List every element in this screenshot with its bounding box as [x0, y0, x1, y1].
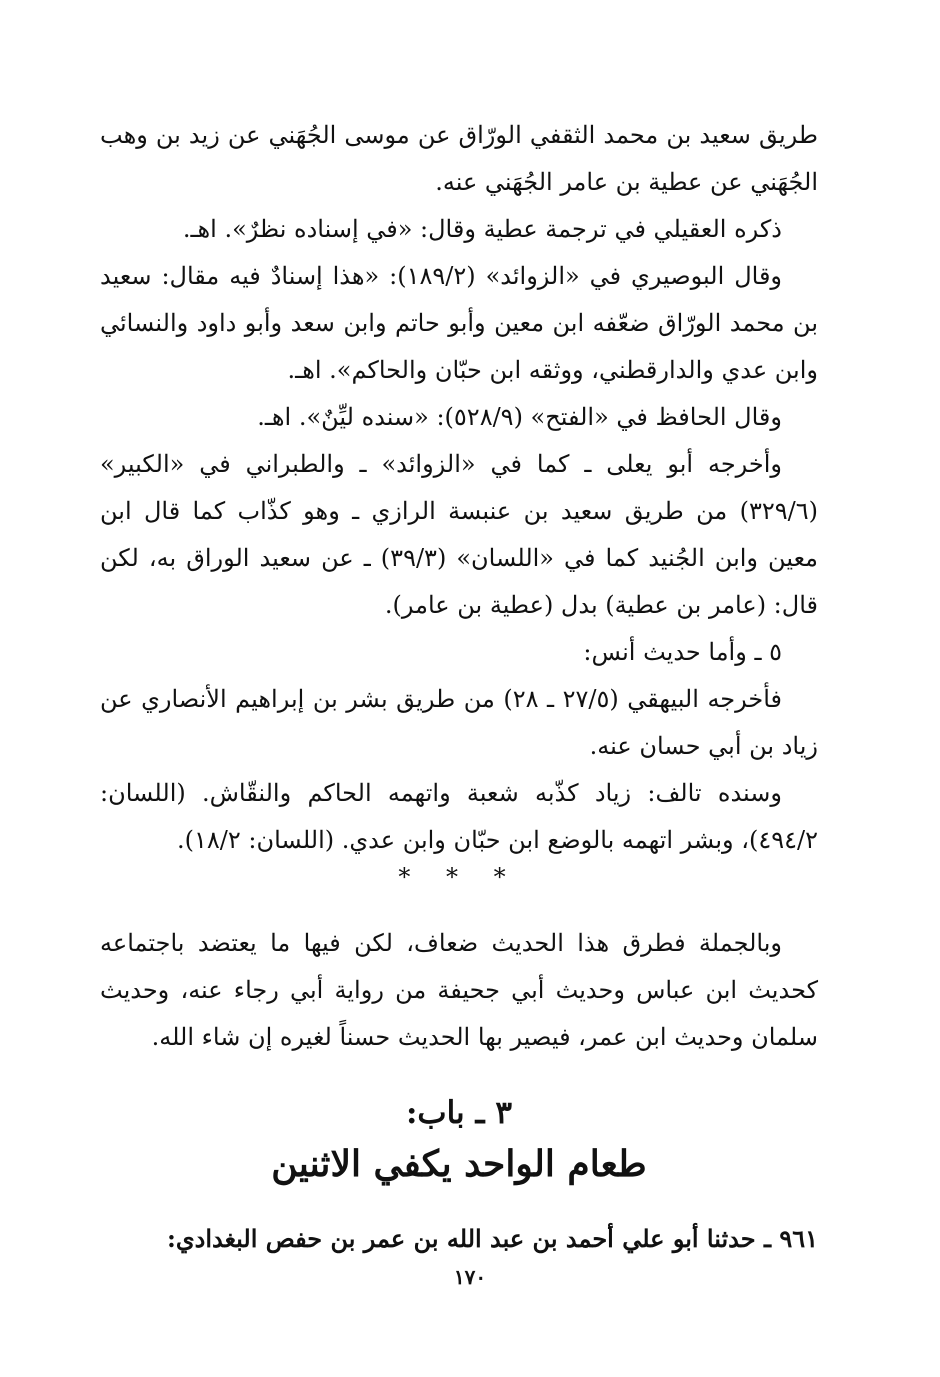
hadith-intro: ٩٦١ ـ حدثنا أبو علي أحمد بن عبد الله بن عمر بن حفص البغدادي:	[167, 1224, 818, 1253]
paragraph-conclusion: وبالجملة فطرق هذا الحديث ضعاف، لكن فيها ما يعتضد باجتماعه كحديث ابن عباس وحديث أبي جحيفة من رواية أبي رجاء عنه، وحديث سلمان وحديث ابن عمر، فيصير بها الحديث حسناً لغيره إن شاء الله.	[100, 929, 818, 1051]
page-number: ١٧٠	[453, 1265, 487, 1289]
section-separator: * * *	[398, 863, 520, 891]
paragraph-anas-heading: ٥ ـ وأما حديث أنس:	[583, 638, 782, 666]
paragraph-abu-yala: وأخرجه أبو يعلى ـ كما في «الزوائد» ـ والطبراني في «الكبير» (٣٢٩/٦) من طريق سعيد بن عنبسة الرازي ـ وهو كذّاب كما قال ابن معين وابن الجُنيد كما في «اللسان» (٣٩/٣) ـ عن سعيد الوراق به، لكن قال: (عامر بن عطية) بدل (عطية بن عامر).	[100, 450, 819, 619]
page-body	[100, 112, 818, 1262]
paragraph-hafiz: وقال الحافظ في «الفتح» (٥٢٨/٩): «سنده ليِّنٌ». اهـ.	[257, 403, 782, 431]
paragraph-uqayli: ذكره العقيلي في ترجمة عطية وقال: «في إسناده نظرٌ». اهـ.	[182, 215, 782, 243]
paragraph-sanad-talif: وسنده تالف: زياد كذّبه شعبة واتهمه الحاكم والنقّاش. (اللسان: ٤٩٤/٢)، وبشر اتهمه بالوضع ابن حبّان وابن عدي. (اللسان: ١٨/٢).	[100, 779, 818, 854]
chapter-title: طعام الواحد يكفي الاثنين	[271, 1143, 647, 1185]
paragraph-busiri: وقال البوصيري في «الزوائد» (١٨٩/٢): «هذا إسنادٌ فيه مقال: سعيد بن محمد الورّاق ضعّفه ابن معين وأبو حاتم وابن سعد وأبو داود والنسائي وابن عدي والدارقطني، ووثقه ابن حبّان والحاكم». اهـ.	[100, 262, 818, 384]
paragraph-bayhaqi: فأخرجه البيهقي (٢٧/٥ ـ ٢٨) من طريق بشر بن إبراهيم الأنصاري عن زياد بن أبي حسان عنه.	[100, 685, 818, 760]
chapter-number: ٣ ـ باب:	[405, 1095, 513, 1131]
paragraph-continuation: طريق سعيد بن محمد الثقفي الورّاق عن موسى الجُهَني عن زيد بن وهب الجُهَني عن عطية بن عامر الجُهَني عنه.	[100, 121, 818, 196]
